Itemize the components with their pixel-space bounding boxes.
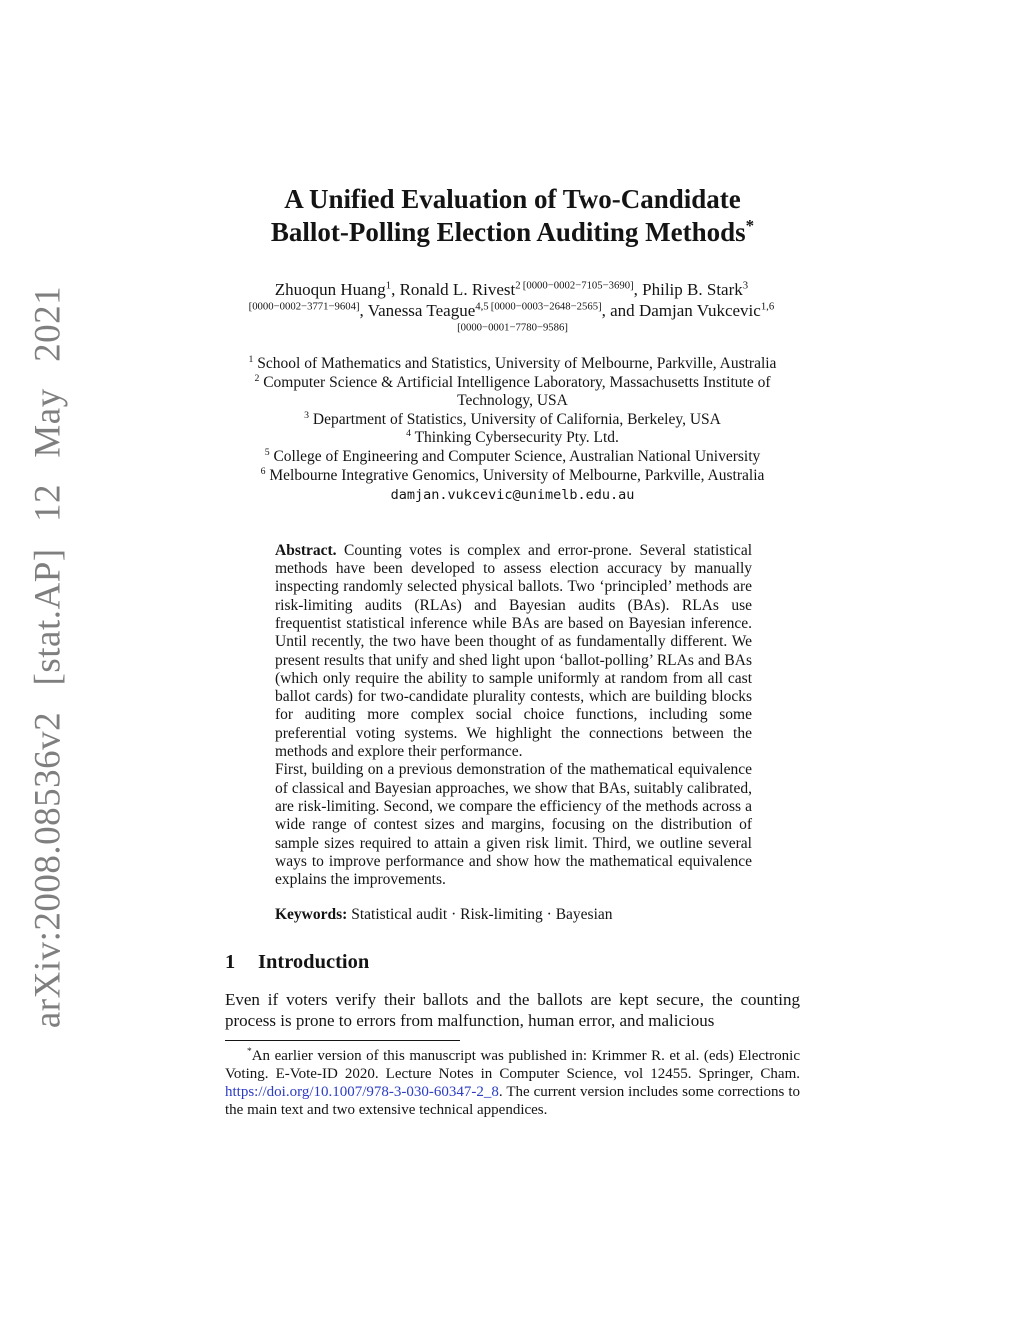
author-rivest-orcid-sup: 2 [0000−0002−7105−3690] [515,279,634,292]
author-stark-orcid-sup: 3 [0000−0002−3771−9604] [248,279,751,313]
affiliation-5-text: College of Engineering and Computer Science, Australian National University [273,447,761,465]
section-number: 1 [225,950,236,973]
affiliation-5 [225,448,800,467]
author-list [225,279,800,342]
author-vukcevic-orcid-sup: 1,6 [0000−0001−7780−9586] [457,300,777,334]
title-footnote-marker: * [745,216,755,235]
keywords-line [275,906,752,924]
affiliation-4-text: Thinking Cybersecurity Pty. Ltd. [414,429,619,447]
affiliation-3-text: Department of Statistics, University of California, Berkeley, USA [312,410,721,428]
footnote-rule [225,1040,460,1041]
contact-email: damjan.vukcevic@unimelb.edu.au [390,487,635,504]
affiliation-3-sup: 3 [304,409,310,421]
affiliation-2-sup: 2 [254,372,260,384]
affiliation-6 [225,467,800,486]
abstract-paragraph-2: First, building on a previous demonstration of the mathematical equivalence of classical and Bayesian approaches, we show that BAs, suitably calibrated, are risk-limiting. Second, we compare the efficiency of the methods across a wide range of contest sizes and margins, focusing on the distribution of sample sizes required to attain a given risk limit. Third, we outline several ways to improve performance and show how the mathematical equivalence explains the improvements. [275,761,752,889]
keywords-text: Statistical audit · Risk-limiting · Bayesian [351,906,613,924]
affiliation-4 [225,429,800,448]
author-and: , and [601,301,635,320]
affiliation-3 [225,411,800,430]
abstract-label: Abstract. [275,541,337,559]
paper-content [225,0,800,1120]
title-line-1: A Unified Evaluation of Two-Candidate [284,184,741,214]
author-rivest: , Ronald L. Rivest [391,280,516,299]
affiliation-4-sup: 4 [406,428,411,440]
footnote-marker: * [247,1046,252,1057]
affiliation-6-sup: 6 [260,465,266,477]
author-stark-lead: , Philip B. [633,280,703,299]
doi-link[interactable]: https://doi.org/10.1007/978-3-030-60347-2_8 [225,1084,499,1101]
affiliation-2-text: Computer Science & Artificial Intelligence Laboratory, Massachusetts Institute of Technology, USA [263,373,771,410]
author-teague-orcid-sup: 4,5 [0000−0003−2648−2565] [475,300,602,313]
affiliation-1-text: School of Mathematics and Statistics, University of Melbourne, Parkville, Australia [257,355,777,372]
affiliation-2 [225,374,800,411]
section-title: Introduction [258,950,370,973]
introduction-paragraph: Even if voters verify their ballots and the ballots are kept secure, the counting process is prone to errors from malfunction, human error, and malicious [225,989,800,1030]
author-vukcevic: Damjan Vukcevic [638,301,761,320]
abstract-block [275,542,752,925]
author-huang-affil-sup: 1 [385,279,392,292]
section-heading-introduction [225,951,800,974]
affiliation-5-sup: 5 [264,446,270,458]
footnote [225,1047,800,1120]
abstract-paragraph-1-text: Counting votes is complex and error-prone. Several statistical methods have been developed to assess election accuracy by manually inspecting randomly selected physical ballots. Two ‘principled’ methods are risk-limiting audits (RLAs) and Bayesian audits (BAs). RLAs use frequentist statistical inference while BAs are based on Bayesian inference. Until recently, the two have been thought of as fundamentally different. We present results that unify and shed light upon ‘ballot-polling’ RLAs and BAs (which only require the ability to sample uniformly at random from all cast ballot cards) for two-candidate plurality contests, which are building blocks for auditing more complex social choice functions, including some preferential voting systems. We highlight the connections between the methods and explore their performance. [275,541,753,761]
author-teague: , Vanessa Teague [359,301,476,320]
author-huang: Zhuoqun Huang [274,280,386,299]
affiliation-list [225,355,800,505]
abstract-paragraph-1 [275,542,752,762]
arxiv-watermark: arXiv:2008.08536v2 [stat.AP] 12 May 2021 [27,285,69,1029]
affiliation-1 [225,355,800,374]
footnote-text-before-link: An earlier version of this manuscript was published in: Krimmer R. et al. (eds) Electronic Voting. E-Vote-ID 2020. Lecture Notes in Computer Science, vol 12455. Springer, Cham. [225,1047,800,1082]
affiliation-6-text: Melbourne Integrative Genomics, University of Melbourne, Parkville, Australia [269,466,765,484]
affiliation-1-sup: 1 [248,353,254,365]
footnote-text-after-link: . The current version includes some corrections to the main text and two extensive technical appendices. [225,1084,800,1119]
title-line-2: Ballot-Polling Election Auditing Methods [270,217,746,247]
author-stark: Stark [706,280,743,299]
keywords-label: Keywords: [275,906,348,924]
paper-title [225,183,800,249]
